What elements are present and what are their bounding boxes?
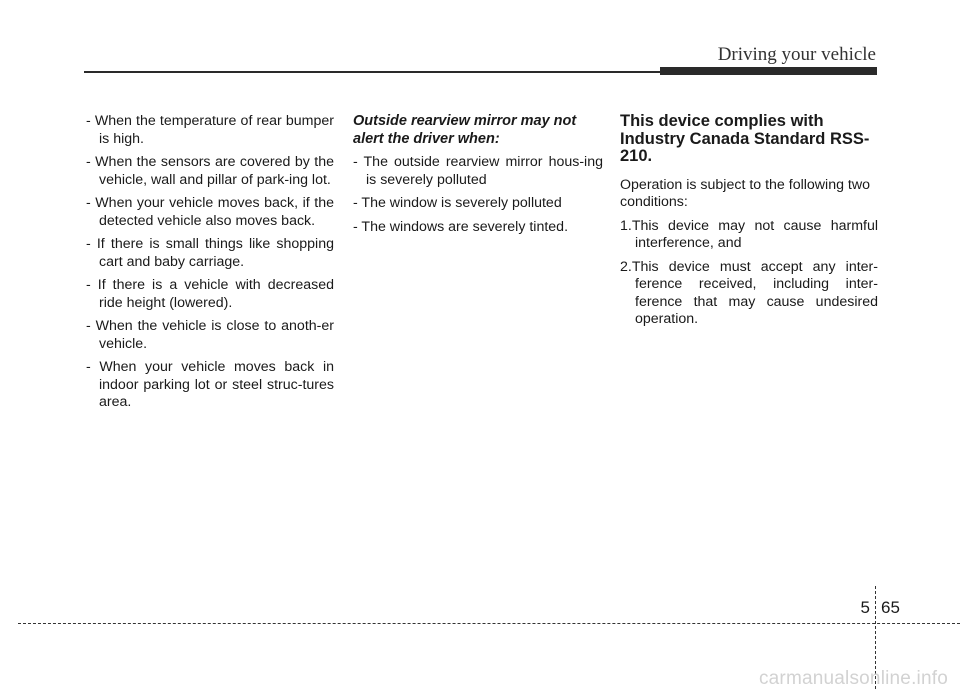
- column-mirror-conditions: [353, 113, 603, 242]
- list-item: 1.This device may not cause harmful interference, and: [620, 217, 878, 251]
- column-compliance: [620, 113, 878, 335]
- list-item: - The outside rearview mirror hous-ing is severely polluted: [353, 154, 603, 188]
- column-sensor-conditions: [86, 113, 334, 418]
- watermark: carmanualsonline.info: [758, 668, 948, 689]
- list-item: 2.This device must accept any inter-ference received, including inter-ference that may cause undesired operation.: [620, 258, 878, 327]
- intro-paragraph: Operation is subject to the following two conditions:: [620, 176, 870, 210]
- list-item: - When the sensors are covered by the vehicle, wall and pillar of park-ing lot.: [86, 154, 334, 188]
- list-item: - If there is small things like shopping cart and baby carriage.: [86, 236, 334, 270]
- list-item: - If there is a vehicle with decreased ride height (lowered).: [86, 277, 334, 311]
- section-subheading: Outside rearview mirror may not alert the driver when:: [353, 113, 577, 147]
- header-rule-thin: [84, 71, 664, 73]
- list-item: - When the temperature of rear bumper is high.: [86, 113, 334, 147]
- list-item: - When your vehicle moves back in indoor parking lot or steel struc-tures area.: [86, 359, 334, 410]
- footer-dashed-rule: [18, 623, 960, 624]
- list-item: - When the vehicle is close to anoth-er vehicle.: [86, 318, 334, 352]
- list-item: - The windows are severely tinted.: [353, 218, 569, 235]
- list-item: - When your vehicle moves back, if the detected vehicle also moves back.: [86, 195, 334, 229]
- header-rule-thick: [660, 67, 877, 75]
- section-heading: This device complies with Industry Canada Standard RSS-210.: [620, 112, 870, 165]
- header-title: Driving your vehicle: [717, 44, 876, 65]
- page-number: 65: [881, 598, 900, 617]
- list-item: - The window is severely polluted: [353, 195, 562, 211]
- chapter-number: 5: [860, 598, 870, 617]
